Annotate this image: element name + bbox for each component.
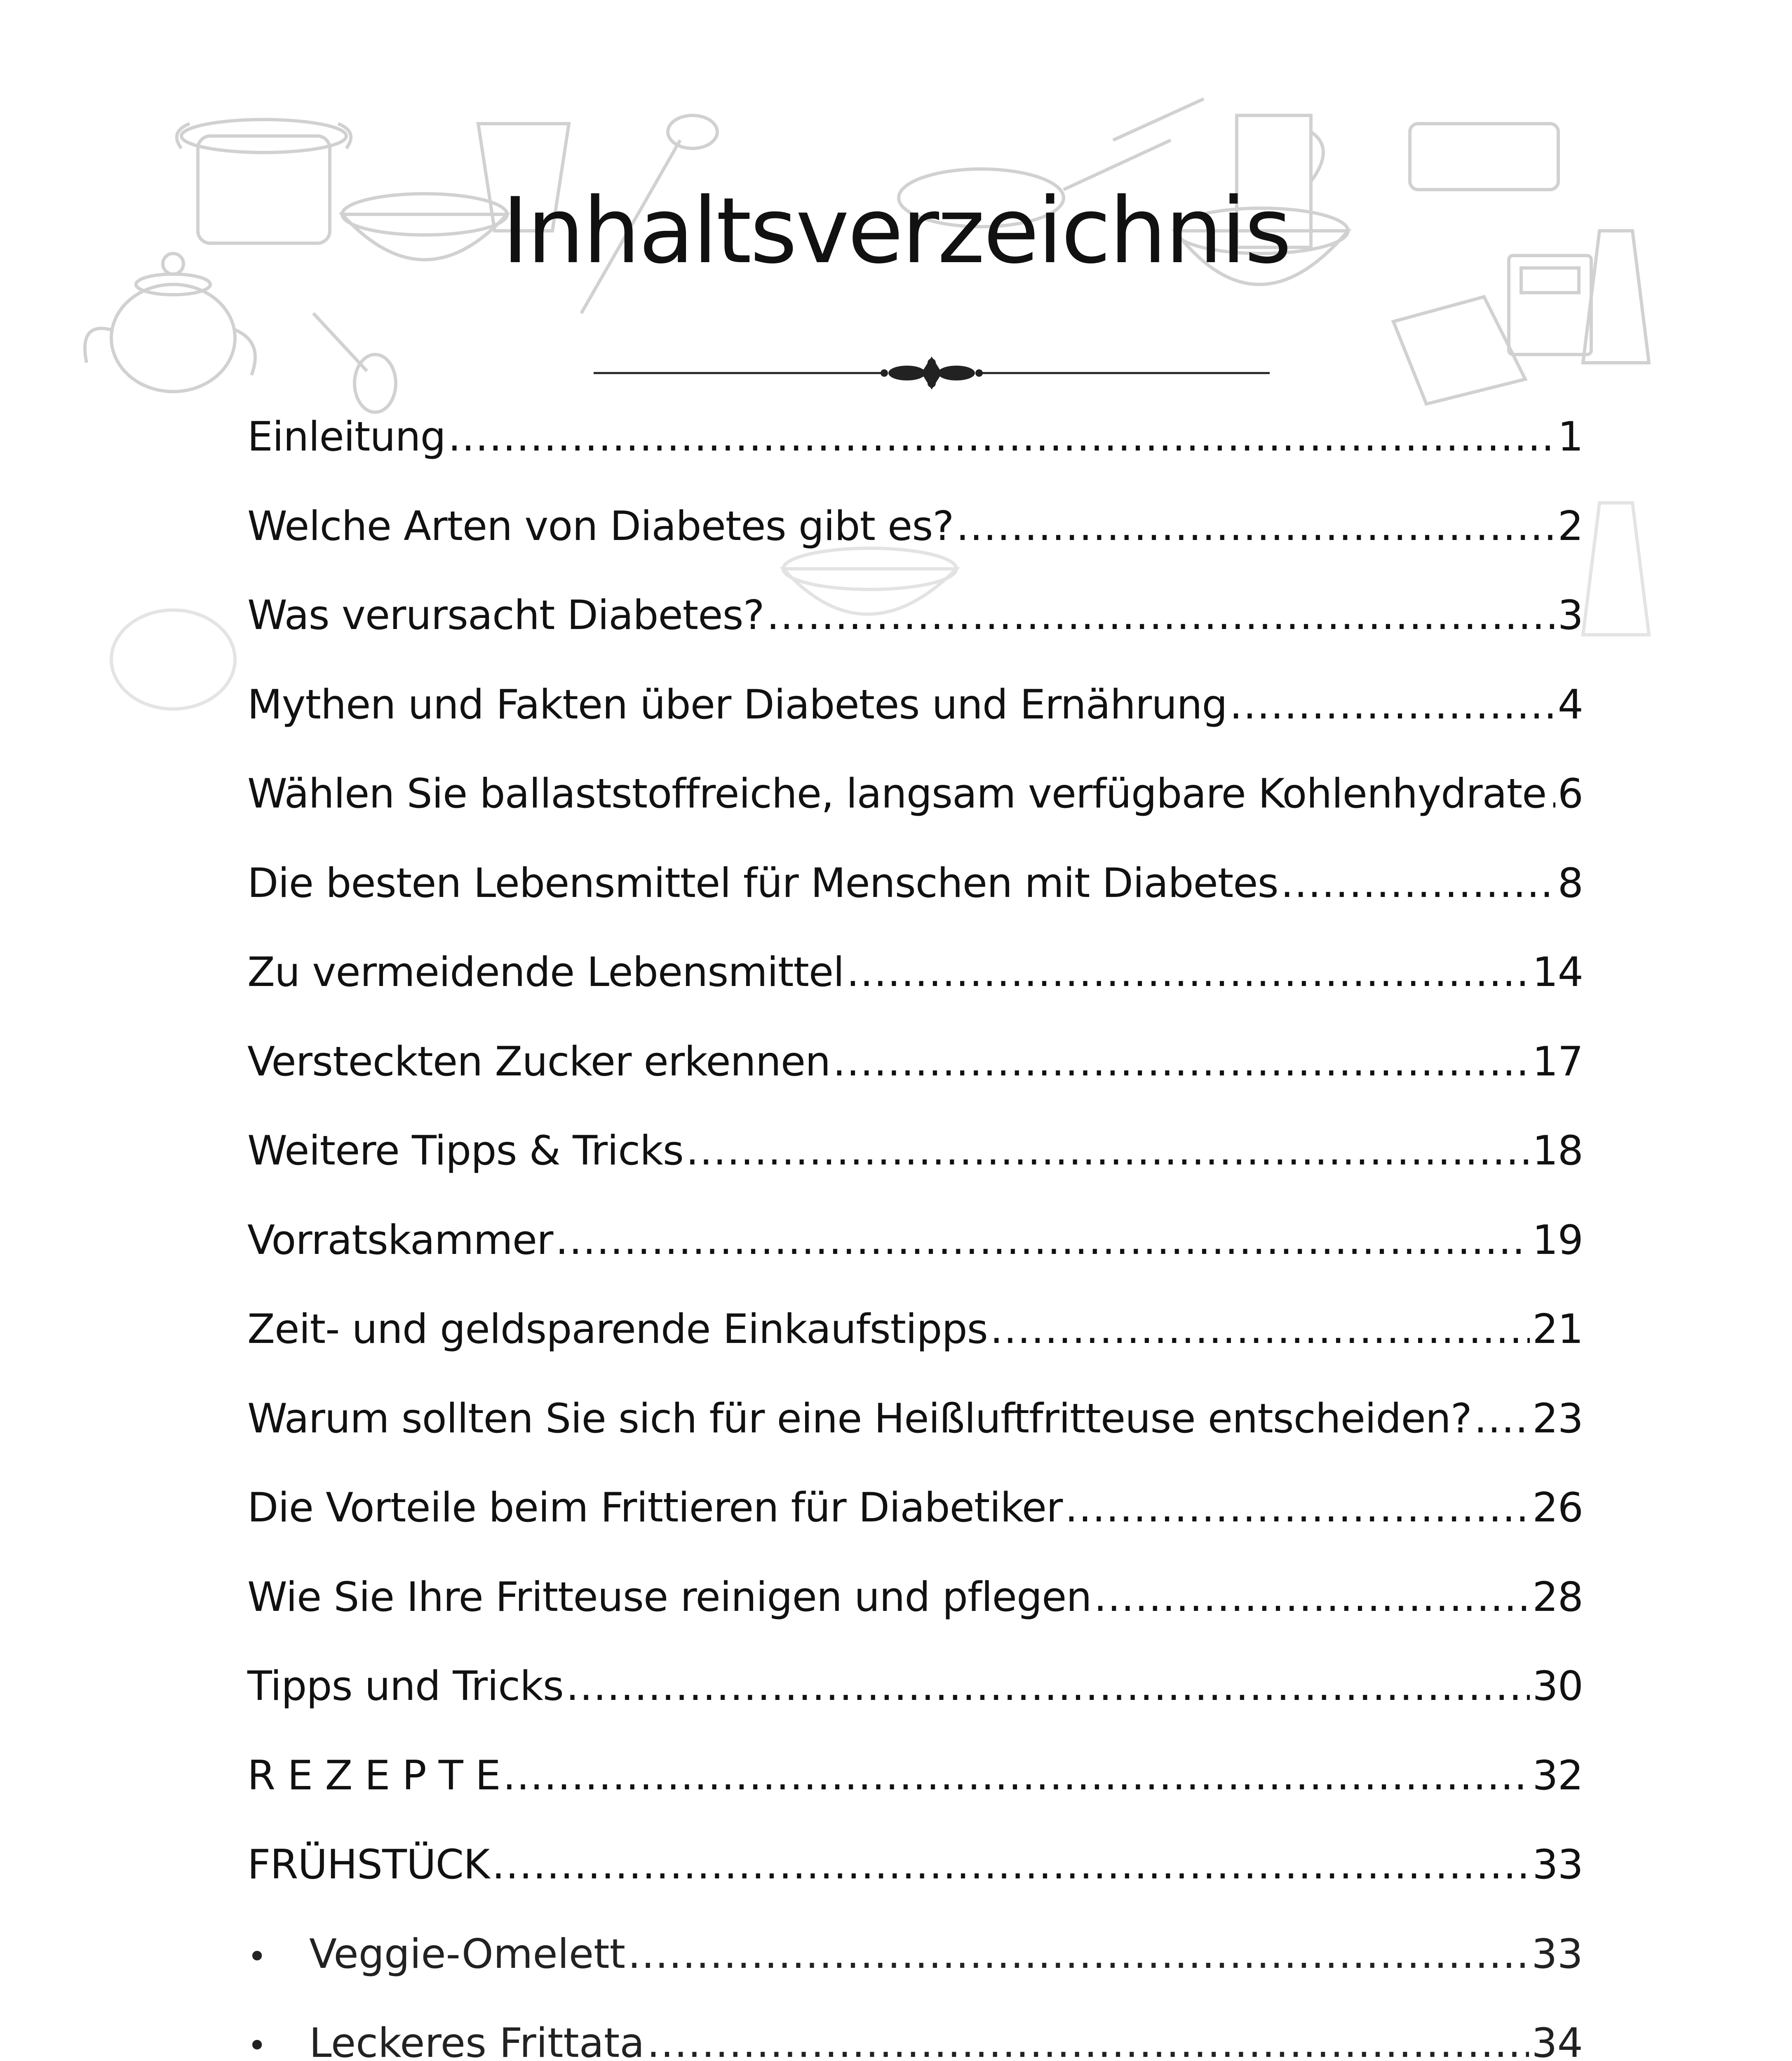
dot-leader — [1281, 850, 1555, 916]
dot-leader — [1094, 1564, 1530, 1630]
toc-subentry-title: Leckeres Frittata — [309, 2020, 645, 2061]
toc-subentry-title: Veggie-Omelett — [309, 1930, 626, 1978]
toc-entry-page-number: 28 — [1532, 1573, 1583, 1621]
toc-entry[interactable] — [247, 1475, 1583, 1564]
toc-entry-title: Warum sollten Sie sich für eine Heißluftfritteuse entscheiden? — [247, 1395, 1472, 1442]
toc-entry[interactable] — [247, 850, 1583, 940]
toc-entry-page-number: 14 — [1532, 949, 1583, 996]
toc-entry[interactable] — [247, 582, 1583, 672]
toc-entry[interactable] — [247, 1832, 1583, 1921]
bullet-icon: • — [247, 2026, 267, 2061]
toc-entry-title: Zu vermeidende Lebensmittel — [247, 949, 844, 996]
toc-breakfast-recipes — [247, 1921, 1583, 2061]
dot-leader — [956, 493, 1555, 559]
dot-leader — [1230, 672, 1555, 738]
dot-leader — [1474, 1386, 1530, 1452]
toc-entry[interactable] — [247, 1386, 1583, 1475]
dot-leader — [833, 1029, 1530, 1095]
dot-leader — [846, 939, 1530, 1005]
toc-entry-title: Vorratskammer — [247, 1216, 553, 1264]
toc-entry[interactable] — [247, 1118, 1583, 1207]
toc-entry-page-number: 2 — [1557, 502, 1583, 550]
toc-entry-title: Einleitung — [247, 413, 446, 460]
dot-leader — [555, 1207, 1530, 1273]
toc-entry-page-number: 23 — [1532, 1395, 1583, 1442]
toc-entry-title: Die Vorteile beim Frittieren für Diabetiker — [247, 1484, 1063, 1531]
toc-entry-page-number: 8 — [1557, 859, 1583, 907]
toc-entry-page-number: 32 — [1532, 1752, 1583, 1799]
toc-entry-title: Mythen und Fakten über Diabetes und Ernährung — [247, 681, 1227, 728]
toc-subentry[interactable] — [247, 1921, 1583, 2011]
dot-leader — [1065, 1475, 1530, 1541]
toc-entry[interactable] — [247, 939, 1583, 1029]
toc-subentry-page-number: 33 — [1531, 1930, 1583, 1978]
dot-leader — [990, 1296, 1530, 1362]
dot-leader — [492, 1832, 1530, 1898]
bullet-icon: • — [247, 1937, 267, 1976]
toc-entry-title: Was verursacht Diabetes? — [247, 592, 764, 639]
dot-leader — [628, 1921, 1529, 1987]
toc-entry-page-number: 3 — [1557, 592, 1583, 639]
page-title: Inhaltsverzeichnis — [502, 178, 1290, 284]
toc-entry-page-number: 26 — [1532, 1484, 1583, 1531]
towel-doodle-top-right — [1393, 297, 1525, 404]
dot-leader — [566, 1653, 1530, 1719]
toc-entry-page-number: 4 — [1557, 681, 1583, 728]
toc-main-entries — [247, 404, 1583, 1921]
toc-entry-title: Versteckten Zucker erkennen — [247, 1038, 831, 1085]
toc-subentry[interactable] — [247, 2010, 1583, 2061]
dot-leader — [686, 1118, 1530, 1184]
toc-entry-page-number: 1 — [1557, 413, 1583, 460]
dot-leader — [448, 404, 1555, 470]
toc-entry-title: Welche Arten von Diabetes gibt es? — [247, 502, 954, 550]
toc-entry[interactable] — [247, 404, 1583, 493]
dot-leader — [503, 1743, 1530, 1809]
toc-entry-page-number: 18 — [1532, 1127, 1583, 1174]
toc-entry[interactable] — [247, 1743, 1583, 1832]
toc-entry-title: R E Z E P T E — [247, 1752, 500, 1799]
toc-entry-page-number: 21 — [1532, 1306, 1583, 1353]
toc-subentry-page-number: 34 — [1531, 2020, 1583, 2061]
toc-entry-page-number: 19 — [1532, 1216, 1583, 1264]
dot-leader — [647, 2010, 1529, 2061]
toc-entry[interactable] — [247, 761, 1583, 850]
spoon-doodle-top — [313, 313, 396, 412]
toc-entry-title: Tipps und Tricks — [247, 1663, 564, 1710]
pot-doodle-middle-left — [111, 610, 235, 709]
ornamental-divider — [594, 354, 1270, 392]
toc-entry-page-number: 33 — [1532, 1841, 1583, 1888]
toc-entry[interactable] — [247, 1296, 1583, 1386]
toc-entry-title: Weitere Tipps & Tricks — [247, 1127, 683, 1174]
toc-entry-title: Wie Sie Ihre Fritteuse reinigen und pflegen — [247, 1573, 1092, 1621]
toc-entry[interactable] — [247, 1653, 1583, 1743]
toc-entry[interactable] — [247, 1564, 1583, 1654]
toc-entry[interactable] — [247, 1029, 1583, 1118]
toc-entry-title: Die besten Lebensmittel für Menschen mit Diabetes — [247, 859, 1278, 907]
toc-entry-page-number: 17 — [1532, 1038, 1583, 1085]
toc-entry-title: Zeit- und geldsparende Einkaufstipps — [247, 1306, 988, 1353]
toc-entry-title: Wählen Sie ballaststoffreiche, langsam verfügbare Kohlenhydrate — [247, 770, 1547, 817]
toc-entry[interactable] — [247, 493, 1583, 583]
dot-leader — [1549, 761, 1555, 827]
table-of-contents — [247, 404, 1583, 2061]
knife-doodle-top-right — [1113, 99, 1204, 140]
toc-entry-page-number: 30 — [1532, 1663, 1583, 1710]
grater-doodle-middle-right — [1583, 503, 1649, 635]
toc-entry-title: FRÜHSTÜCK — [247, 1841, 490, 1888]
toc-entry[interactable] — [247, 672, 1583, 761]
toc-entry-page-number: 6 — [1557, 770, 1583, 817]
toc-entry[interactable] — [247, 1207, 1583, 1297]
dot-leader — [767, 582, 1555, 648]
